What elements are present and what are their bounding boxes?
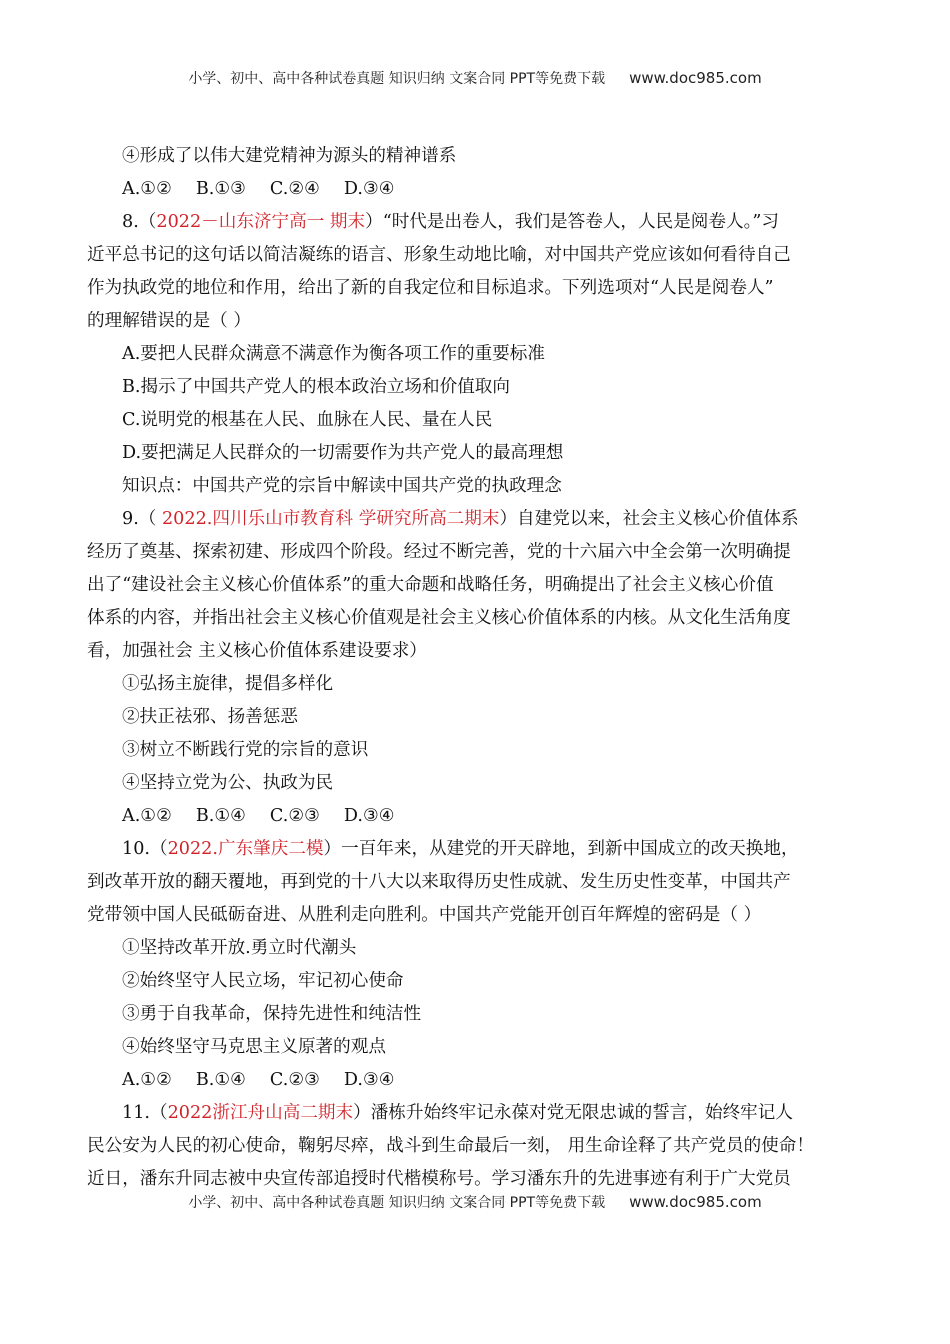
q9-stem-line-3: 出了“建设社会主义核心价值体系”的重大命题和战略任务，明确提出了社会主义核心价值 <box>87 575 774 595</box>
q11-stem-line-3: 近日，潘东升同志被中央宣传部追授时代楷模称号。学习潘东升的先进事迹有利于广大党员 <box>87 1169 791 1189</box>
header-text: 小学、初中、高中各种试卷真题 知识归纳 文案合同 PPT等免费下载 <box>188 71 606 87</box>
page-header <box>0 68 950 88</box>
option-b: B.①③ <box>195 179 246 199</box>
q10-options <box>87 1064 865 1097</box>
q8-stem-text-1: ）“时代是出卷人，我们是答卷人，人民是阅卷人。”习 <box>365 212 779 232</box>
q8-option-a: A.要把人民群众满意不满意作为衡各项工作的重要标准 <box>122 344 545 364</box>
page-footer <box>0 1192 950 1212</box>
q11-source: 2022浙江舟山高二期末 <box>167 1103 354 1123</box>
q10-stem-line-2: 到改革开放的翻天覆地，再到党的十八大以来取得历史性成就、发生历史性变革，中国共产 <box>87 872 791 892</box>
q9-item-4: ④坚持立党为公、执政为民 <box>122 773 334 793</box>
q9-item-2: ②扶正祛邪、扬善惩恶 <box>122 707 298 727</box>
q10-item-1: ①坚持改革开放.勇立时代潮头 <box>122 938 357 958</box>
q9-item-1: ①弘扬主旋律，提倡多样化 <box>122 674 334 694</box>
prev-item-4: ④形成了以伟大建党精神为源头的精神谱系 <box>122 146 457 166</box>
option-a: A.①② <box>122 806 172 826</box>
option-d: D.③④ <box>343 806 395 826</box>
q9-stem-line-4: 体系的内容，并指出社会主义核心价值观是社会主义核心价值体系的内核。从文化生活角度 <box>87 608 791 628</box>
q8-knowledge-point: 知识点：中国共产党的宗旨中解读中国共产党的执政理念 <box>122 476 562 496</box>
q10-stem-text-1: ）一百年来，从建党的开天辟地，到新中国成立的改天换地， <box>323 839 799 859</box>
q9-stem-line-2: 经历了奠基、探索初建、形成四个阶段。经过不断完善，党的十六届六中全会第一次明确提 <box>87 542 791 562</box>
q10-item-3: ③勇于自我革命，保持先进性和纯洁性 <box>122 1004 422 1024</box>
q10-number: 10.（ <box>122 839 168 859</box>
q9-number: 9.（ <box>122 509 162 529</box>
q8-stem-line-4: 的理解错误的是（ ） <box>87 311 251 331</box>
q8-option-c: C.说明党的根基在人民、血脉在人民、量在人民 <box>122 410 493 430</box>
q8-stem-line-3: 作为执政党的地位和作用，给出了新的自我定位和目标追求。下列选项对“人民是阅卷人” <box>87 278 774 298</box>
q11-stem-line-1 <box>87 1097 865 1130</box>
q8-stem-line-2: 近平总书记的这句话以简洁凝练的语言、形象生动地比喻，对中国共产党应该如何看待自己 <box>87 245 791 265</box>
q8-number: 8.（ <box>122 212 157 232</box>
q8-option-d: D.要把满足人民群众的一切需要作为共产党人的最高理想 <box>122 443 564 463</box>
prev-options <box>87 173 865 206</box>
q10-item-2: ②始终坚守人民立场，牢记初心使命 <box>122 971 404 991</box>
q11-stem-text-1: ）潘栋升始终牢记永葆对党无限忠诚的誓言，始终牢记人 <box>353 1103 793 1123</box>
option-d: D.③④ <box>343 179 395 199</box>
option-a: A.①② <box>122 179 172 199</box>
option-c: C.②④ <box>269 179 320 199</box>
q8-source: 2022－山东济宁高一 期末 <box>156 212 366 232</box>
q9-stem-line-1 <box>87 503 865 536</box>
footer-text: 小学、初中、高中各种试卷真题 知识归纳 文案合同 PPT等免费下载 <box>188 1195 606 1211</box>
footer-site: www.doc985.com <box>629 1193 762 1211</box>
q8-stem-line-1 <box>87 206 865 239</box>
q9-stem-line-5: 看，加强社会 主义核心价值体系建设要求） <box>87 641 427 661</box>
option-b: B.①④ <box>195 1070 246 1090</box>
header-site: www.doc985.com <box>629 69 762 87</box>
option-a: A.①② <box>122 1070 172 1090</box>
q9-source: 2022.四川乐山市教育科 学研究所高二期末 <box>161 509 500 529</box>
q9-item-3: ③树立不断践行党的宗旨的意识 <box>122 740 369 760</box>
option-b: B.①④ <box>195 806 246 826</box>
q9-stem-text-1: ）自建党以来，社会主义核心价值体系 <box>499 509 799 529</box>
q11-stem-line-2: 民公安为人民的初心使命，鞠躬尽瘁，战斗到生命最后一刻， 用生命诠释了共产党员的使命！ <box>87 1136 814 1156</box>
q10-item-4: ④始终坚守马克思主义原著的观点 <box>122 1037 386 1057</box>
q10-stem-line-1 <box>87 833 865 866</box>
q8-option-b: B.揭示了中国共产党人的根本政治立场和价值取向 <box>122 377 510 397</box>
q10-source: 2022.广东肇庆二模 <box>167 839 324 859</box>
q10-stem-line-3: 党带领中国人民砥砺奋进、从胜利走向胜利。中国共产党能开创百年辉煌的密码是（ ） <box>87 905 762 925</box>
option-c: C.②③ <box>269 806 320 826</box>
document-body <box>87 140 865 1196</box>
q11-number: 11.（ <box>122 1103 168 1123</box>
q9-options <box>87 800 865 833</box>
option-d: D.③④ <box>343 1070 395 1090</box>
option-c: C.②③ <box>269 1070 320 1090</box>
